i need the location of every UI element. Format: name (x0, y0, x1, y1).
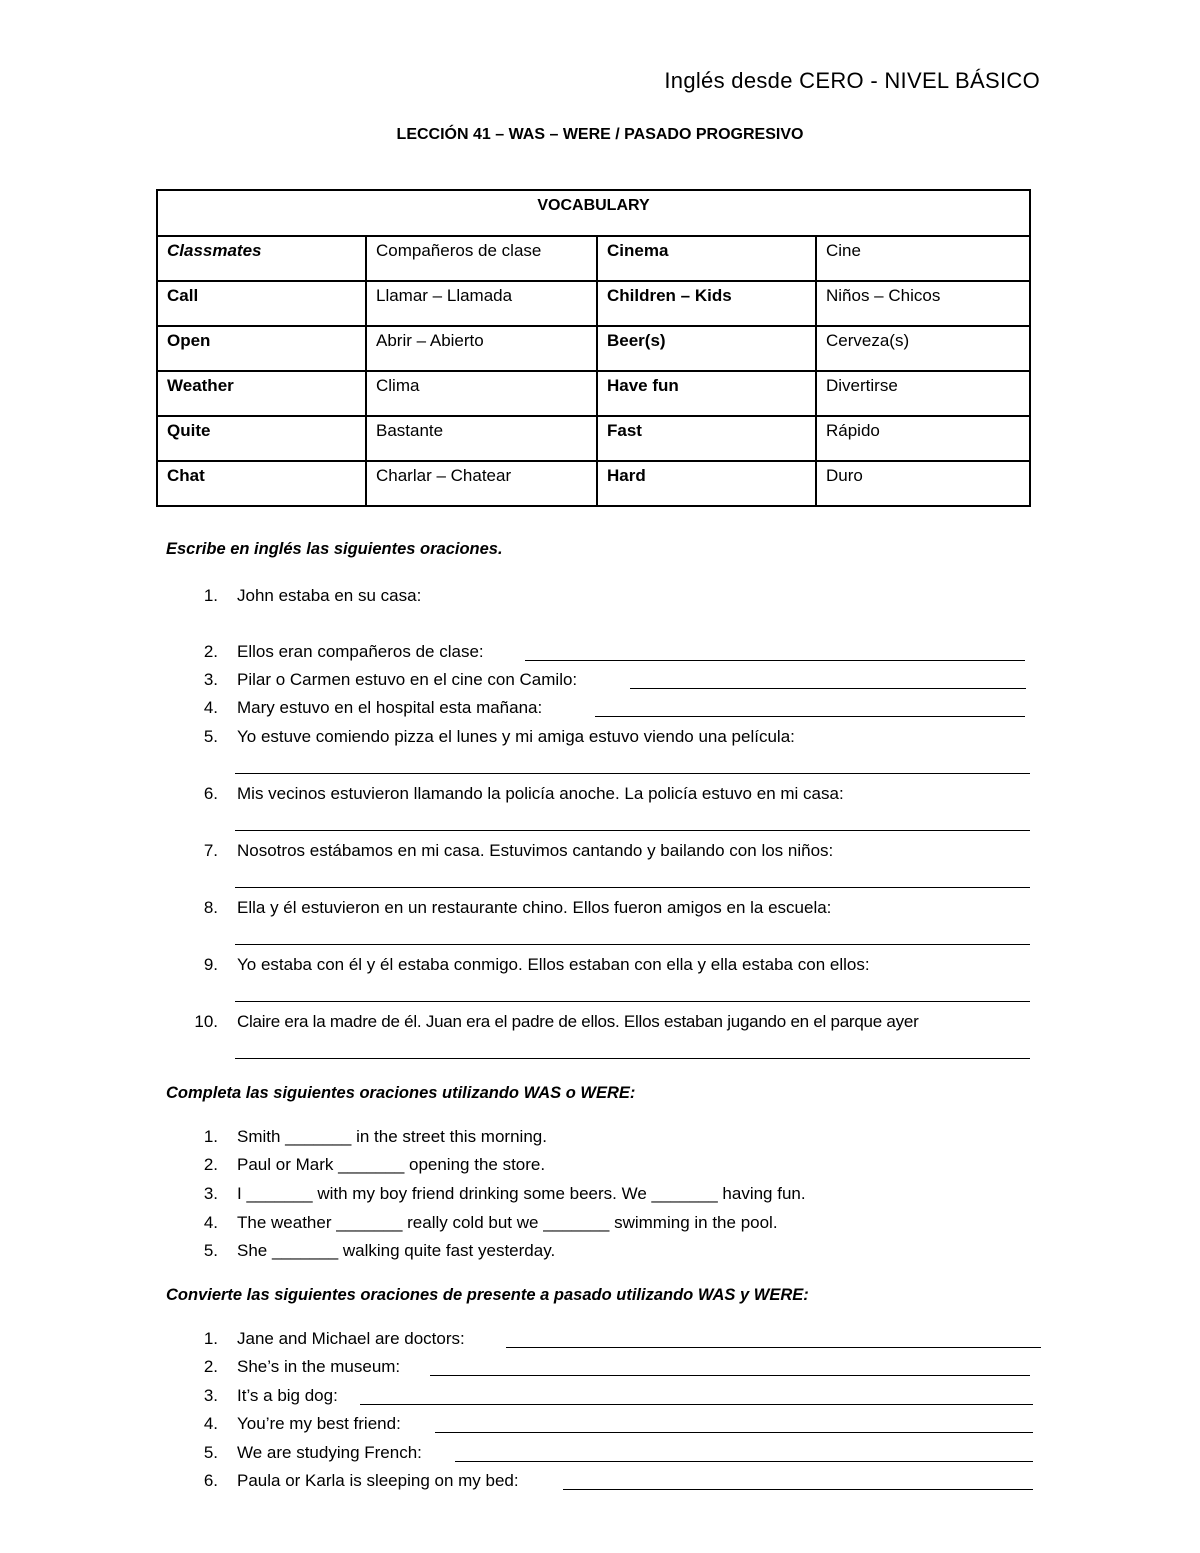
item-number: 4. (203, 698, 218, 717)
item-number: 1. (203, 1127, 218, 1146)
section-heading: Escribe en inglés las siguientes oraciones. (166, 540, 503, 558)
item-number: 7. (203, 841, 218, 860)
vocab-row (157, 236, 1030, 281)
exercise-prompt: We are studying French: (237, 1443, 422, 1462)
vocab-row (157, 416, 1030, 461)
answer-line[interactable] (235, 887, 1030, 888)
vocab-spanish-term: Abrir – Abierto (366, 326, 597, 371)
vocab-row (157, 281, 1030, 326)
answer-line[interactable] (525, 660, 1025, 661)
exercise-prompt: She’s in the museum: (237, 1357, 401, 1376)
vocab-heading: VOCABULARY (157, 190, 1030, 236)
item-number: 4. (203, 1213, 218, 1232)
lesson-title: LECCIÓN 41 – WAS – WERE / PASADO PROGRESIVO (396, 126, 804, 143)
vocab-english-term: Chat (157, 461, 366, 506)
vocab-spanish-term: Divertirse (816, 371, 1030, 416)
vocab-row (157, 326, 1030, 371)
exercise-prompt: Mis vecinos estuvieron llamando la policía anoche. La policía estuvo en mi casa: (237, 784, 844, 803)
item-number: 3. (203, 670, 218, 689)
section-heading: Completa las siguientes oraciones utilizando WAS o WERE: (166, 1084, 636, 1102)
vocab-row (157, 371, 1030, 416)
answer-line[interactable] (235, 944, 1030, 945)
item-number: 3. (203, 1386, 218, 1405)
vocab-english-term: Call (157, 281, 366, 326)
exercise-prompt: Jane and Michael are doctors: (237, 1329, 465, 1348)
section-heading: Convierte las siguientes oraciones de presente a pasado utilizando WAS y WERE: (166, 1286, 809, 1304)
exercise-prompt: You’re my best friend: (237, 1414, 401, 1433)
answer-line[interactable] (435, 1432, 1033, 1433)
vocab-english-term: Have fun (597, 371, 816, 416)
exercise-prompt: Ellos eran compañeros de clase: (237, 642, 484, 661)
item-number: 5. (203, 727, 218, 746)
vocab-spanish-term: Rápido (816, 416, 1030, 461)
vocab-english-term: Beer(s) (597, 326, 816, 371)
item-number: 8. (203, 898, 218, 917)
item-number: 6. (203, 784, 218, 803)
exercise-prompt: John estaba en su casa: (237, 586, 422, 605)
answer-line[interactable] (595, 716, 1025, 717)
vocab-english-term: Weather (157, 371, 366, 416)
vocab-english-term: Quite (157, 416, 366, 461)
vocab-spanish-term: Clima (366, 371, 597, 416)
answer-line[interactable] (235, 1001, 1030, 1002)
exercise-prompt: Claire era la madre de él. Juan era el padre de ellos. Ellos estaban jugando en el parque ayer (237, 1012, 919, 1031)
item-number: 2. (203, 1357, 218, 1376)
item-number: 2. (203, 1155, 218, 1174)
answer-line[interactable] (630, 688, 1026, 689)
item-number: 9. (203, 955, 218, 974)
vocab-spanish-term: Compañeros de clase (366, 236, 597, 281)
exercise-prompt: Pilar o Carmen estuvo en el cine con Camilo: (237, 670, 578, 689)
vocab-english-term: Fast (597, 416, 816, 461)
exercise-prompt: Nosotros estábamos en mi casa. Estuvimos cantando y bailando con los niños: (237, 841, 834, 860)
exercise-prompt: I _______ with my boy friend drinking some beers. We _______ having fun. (237, 1184, 806, 1203)
vocab-spanish-term: Niños – Chicos (816, 281, 1030, 326)
exercise-prompt: Paul or Mark _______ opening the store. (237, 1155, 546, 1174)
vocab-spanish-term: Charlar – Chatear (366, 461, 597, 506)
vocab-english-term: Cinema (597, 236, 816, 281)
exercise-prompt: Paula or Karla is sleeping on my bed: (237, 1471, 519, 1490)
answer-line[interactable] (563, 1489, 1033, 1490)
exercise-prompt: Yo estuve comiendo pizza el lunes y mi amiga estuvo viendo una película: (237, 727, 795, 746)
answer-line[interactable] (430, 1375, 1030, 1376)
vocab-spanish-term: Cerveza(s) (816, 326, 1030, 371)
item-number: 6. (203, 1471, 218, 1490)
vocab-english-term: Children – Kids (597, 281, 816, 326)
item-number: 1. (203, 1329, 218, 1348)
vocab-spanish-term: Duro (816, 461, 1030, 506)
answer-line[interactable] (360, 1404, 1033, 1405)
exercise-prompt: Mary estuvo en el hospital esta mañana: (237, 698, 543, 717)
exercise-prompt: Ella y él estuvieron en un restaurante chino. Ellos fueron amigos en la escuela: (237, 898, 832, 917)
answer-line[interactable] (506, 1347, 1041, 1348)
exercise-prompt: She _______ walking quite fast yesterday. (237, 1241, 556, 1260)
vocab-heading-row (157, 190, 1030, 236)
exercise-prompt: Smith _______ in the street this morning. (237, 1127, 547, 1146)
item-number: 1. (203, 586, 218, 605)
vocab-row (157, 461, 1030, 506)
item-number: 4. (203, 1414, 218, 1433)
vocab-english-term: Hard (597, 461, 816, 506)
answer-line[interactable] (235, 1058, 1030, 1059)
item-number: 5. (203, 1241, 218, 1260)
exercise-prompt: Yo estaba con él y él estaba conmigo. Ellos estaban con ella y ella estaba con ellos: (237, 955, 870, 974)
item-number: 5. (203, 1443, 218, 1462)
answer-line[interactable] (455, 1461, 1033, 1462)
item-number: 10. (194, 1012, 218, 1031)
item-number: 2. (203, 642, 218, 661)
vocab-spanish-term: Cine (816, 236, 1030, 281)
exercise-prompt: It’s a big dog: (237, 1386, 338, 1405)
item-number: 3. (203, 1184, 218, 1203)
vocab-spanish-term: Llamar – Llamada (366, 281, 597, 326)
header-title: Inglés desde CERO - NIVEL BÁSICO (664, 68, 1040, 93)
exercise-prompt: The weather _______ really cold but we _______ swimming in the pool. (237, 1213, 778, 1232)
answer-line[interactable] (235, 773, 1030, 774)
vocab-english-term: Open (157, 326, 366, 371)
answer-line[interactable] (235, 830, 1030, 831)
vocab-spanish-term: Bastante (366, 416, 597, 461)
vocabulary-table (156, 189, 1031, 507)
vocab-english-term: Classmates (157, 236, 366, 281)
